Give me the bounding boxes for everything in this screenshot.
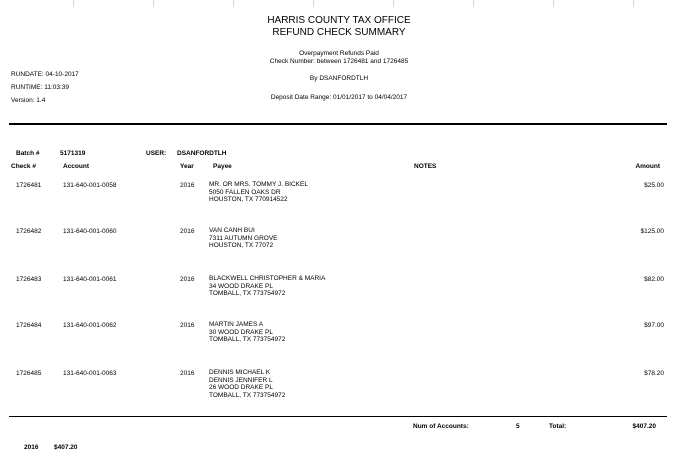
payee-line: 30 WOOD DRAKE PL <box>209 328 273 336</box>
deposit-range: Deposit Date Range: 01/01/2017 to 04/04/2017 <box>270 94 408 101</box>
runtime: RUNTIME: 11:03:39 <box>11 84 70 91</box>
row-payee <box>209 321 285 344</box>
col-notes: NOTES <box>414 163 437 170</box>
row-check: 1726483 <box>16 276 42 283</box>
row-check: 1726485 <box>16 370 42 377</box>
payee-line: DENNIS MICHAEL K <box>209 369 271 376</box>
col-payee: Payee <box>213 163 232 170</box>
row-payee <box>209 275 325 298</box>
row-payee <box>209 181 308 204</box>
row-check: 1726484 <box>16 322 42 329</box>
row-amount: $25.00 <box>644 182 664 189</box>
col-account: Account <box>63 163 89 170</box>
row-year: 2016 <box>180 322 195 329</box>
num-accounts-label: Num of Accounts: <box>413 423 469 430</box>
totals-divider <box>9 416 667 417</box>
row-check: 1726481 <box>16 182 42 189</box>
row-account: 131-640-001-0061 <box>63 276 117 283</box>
payee-line: MARTIN JAMES A <box>209 321 264 328</box>
total-value: $407.20 <box>632 423 656 430</box>
payee-line: VAN CANH BUI <box>209 227 255 234</box>
row-year: 2016 <box>180 276 195 283</box>
row-check: 1726482 <box>16 228 42 235</box>
payee-line: TOMBALL, TX 773754972 <box>209 391 286 399</box>
col-year: Year <box>180 163 194 170</box>
payee-line: 7311 AUTUMN GROVE <box>209 234 278 242</box>
check-range: Check Number: between 1726481 and 1726485 <box>269 58 409 65</box>
num-accounts-value: 5 <box>516 423 520 430</box>
payee-line: MR. OR MRS. TOMMY J. BICKEL <box>209 181 308 188</box>
payee-line: HOUSTON, TX 770914522 <box>209 196 288 204</box>
summary-year: 2016 <box>24 444 39 451</box>
user-value: DSANFORDTLH <box>177 150 227 157</box>
row-account: 131-640-001-0058 <box>63 182 117 189</box>
row-amount: $125.00 <box>640 228 664 235</box>
payee-line: BLACKWELL CHRISTOPHER & MARIA <box>209 275 326 282</box>
payee-line: DENNIS JENNIFER L <box>209 376 273 384</box>
version: Version: 1.4 <box>11 97 46 104</box>
payee-line: 34 WOOD DRAKE PL <box>209 282 273 290</box>
row-payee <box>209 227 278 250</box>
report-org: HARRIS COUNTY TAX OFFICE <box>267 15 411 26</box>
row-amount: $97.00 <box>644 322 664 329</box>
batch-value: 5171319 <box>60 150 86 157</box>
rundate: RUNDATE: 04-10-2017 <box>11 71 79 78</box>
summary-amount: $407.20 <box>54 444 78 451</box>
row-account: 131-640-001-0060 <box>63 228 117 235</box>
payee-line: 5050 FALLEN OAKS DR <box>209 188 281 196</box>
row-amount: $82.00 <box>644 276 664 283</box>
row-account: 131-640-001-0063 <box>63 370 117 377</box>
row-year: 2016 <box>180 370 195 377</box>
row-amount: $78.20 <box>644 370 664 377</box>
payee-line: HOUSTON, TX 77072 <box>209 242 274 250</box>
payee-line: TOMBALL, TX 773754972 <box>209 336 286 344</box>
header-divider <box>9 123 667 125</box>
by-user: By DSANFORDTLH <box>309 75 369 82</box>
batch-label: Batch # <box>16 150 40 157</box>
payee-line: 26 WOOD DRAKE PL <box>209 384 273 392</box>
row-year: 2016 <box>180 228 195 235</box>
total-label: Total: <box>549 423 567 430</box>
user-label: USER: <box>146 150 167 157</box>
row-payee <box>209 369 285 399</box>
row-year: 2016 <box>180 182 195 189</box>
col-check: Check # <box>11 163 36 170</box>
col-amount: Amount <box>635 163 660 170</box>
row-account: 131-640-001-0062 <box>63 322 117 329</box>
report-title: REFUND CHECK SUMMARY <box>272 27 406 38</box>
report-subtitle: Overpayment Refunds Paid <box>299 50 379 57</box>
payee-line: TOMBALL, TX 773754972 <box>209 290 286 298</box>
